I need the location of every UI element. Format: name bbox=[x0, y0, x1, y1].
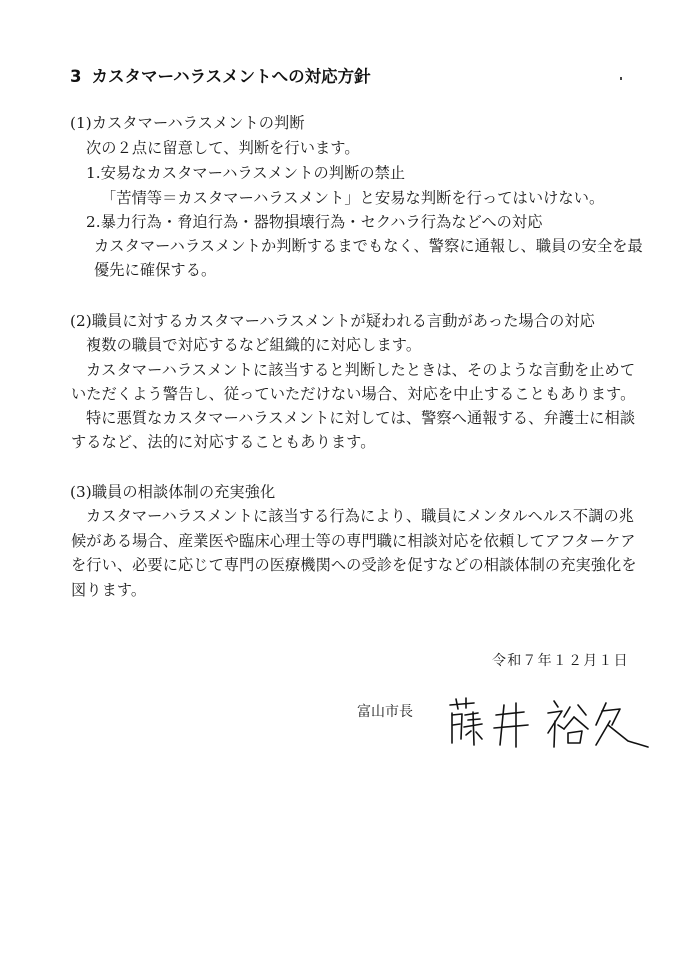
subsection-3-heading: (3)職員の相談体制の充実強化 bbox=[70, 483, 276, 501]
section-number: 3 bbox=[70, 67, 82, 86]
list-item-2-text: カスタマーハラスメントか判断するまでもなく、警察に通報し、職員の安全を最 bbox=[94, 237, 643, 255]
signatory-title: 富山市長 bbox=[357, 704, 413, 720]
paragraph-line: カスタマーハラスメントに該当する行為により、職員にメンタルヘルス不調の兆 bbox=[86, 507, 635, 525]
issue-date: 令和７年１２月１日 bbox=[492, 653, 629, 669]
list-item-2-text-cont: 優先に確保する。 bbox=[94, 261, 217, 279]
paragraph-line: 候がある場合、産業医や臨床心理士等の専門職に相談対応を依頼してアフターケア bbox=[71, 532, 636, 550]
paragraph-line: 次の２点に留意して、判断を行います。 bbox=[86, 139, 360, 157]
section-title-text: カスタマーハラスメントへの対応方針 bbox=[91, 67, 371, 86]
section-title bbox=[70, 66, 371, 88]
paragraph-line: するなど、法的に対応することもあります。 bbox=[71, 433, 376, 451]
subsection-2-heading: (2)職員に対するカスタマーハラスメントが疑われる言動があった場合の対応 bbox=[70, 312, 595, 330]
paragraph-line: 図ります。 bbox=[71, 581, 147, 599]
list-item-1-text: 「苦情等＝カスタマーハラスメント」と安易な判断を行ってはいけない。 bbox=[101, 189, 605, 207]
subsection-1-heading: (1)カスタマーハラスメントの判断 bbox=[70, 114, 305, 132]
handwritten-signature bbox=[444, 695, 654, 751]
list-item-2-heading: 2.暴力行為・脅迫行為・器物損壊行為・セクハラ行為などへの対応 bbox=[86, 213, 543, 231]
paragraph-line: 特に悪質なカスタマーハラスメントに対しては、警察へ通報する、弁護士に相談 bbox=[86, 409, 636, 427]
list-item-1-heading: 1.安易なカスタマーハラスメントの判断の禁止 bbox=[86, 164, 406, 182]
paragraph-line: いただくよう警告し、従っていただけない場合、対応を中止することもあります。 bbox=[71, 385, 636, 403]
paragraph-line: カスタマーハラスメントに該当すると判断したときは、そのような言動を止めて bbox=[86, 361, 636, 379]
paragraph-line: 複数の職員で対応するなど組織的に対応します。 bbox=[86, 336, 422, 354]
scan-speck bbox=[620, 77, 622, 80]
paragraph-line: を行い、必要に応じて専門の医療機関への受診を促すなどの相談体制の充実強化を bbox=[71, 556, 637, 574]
